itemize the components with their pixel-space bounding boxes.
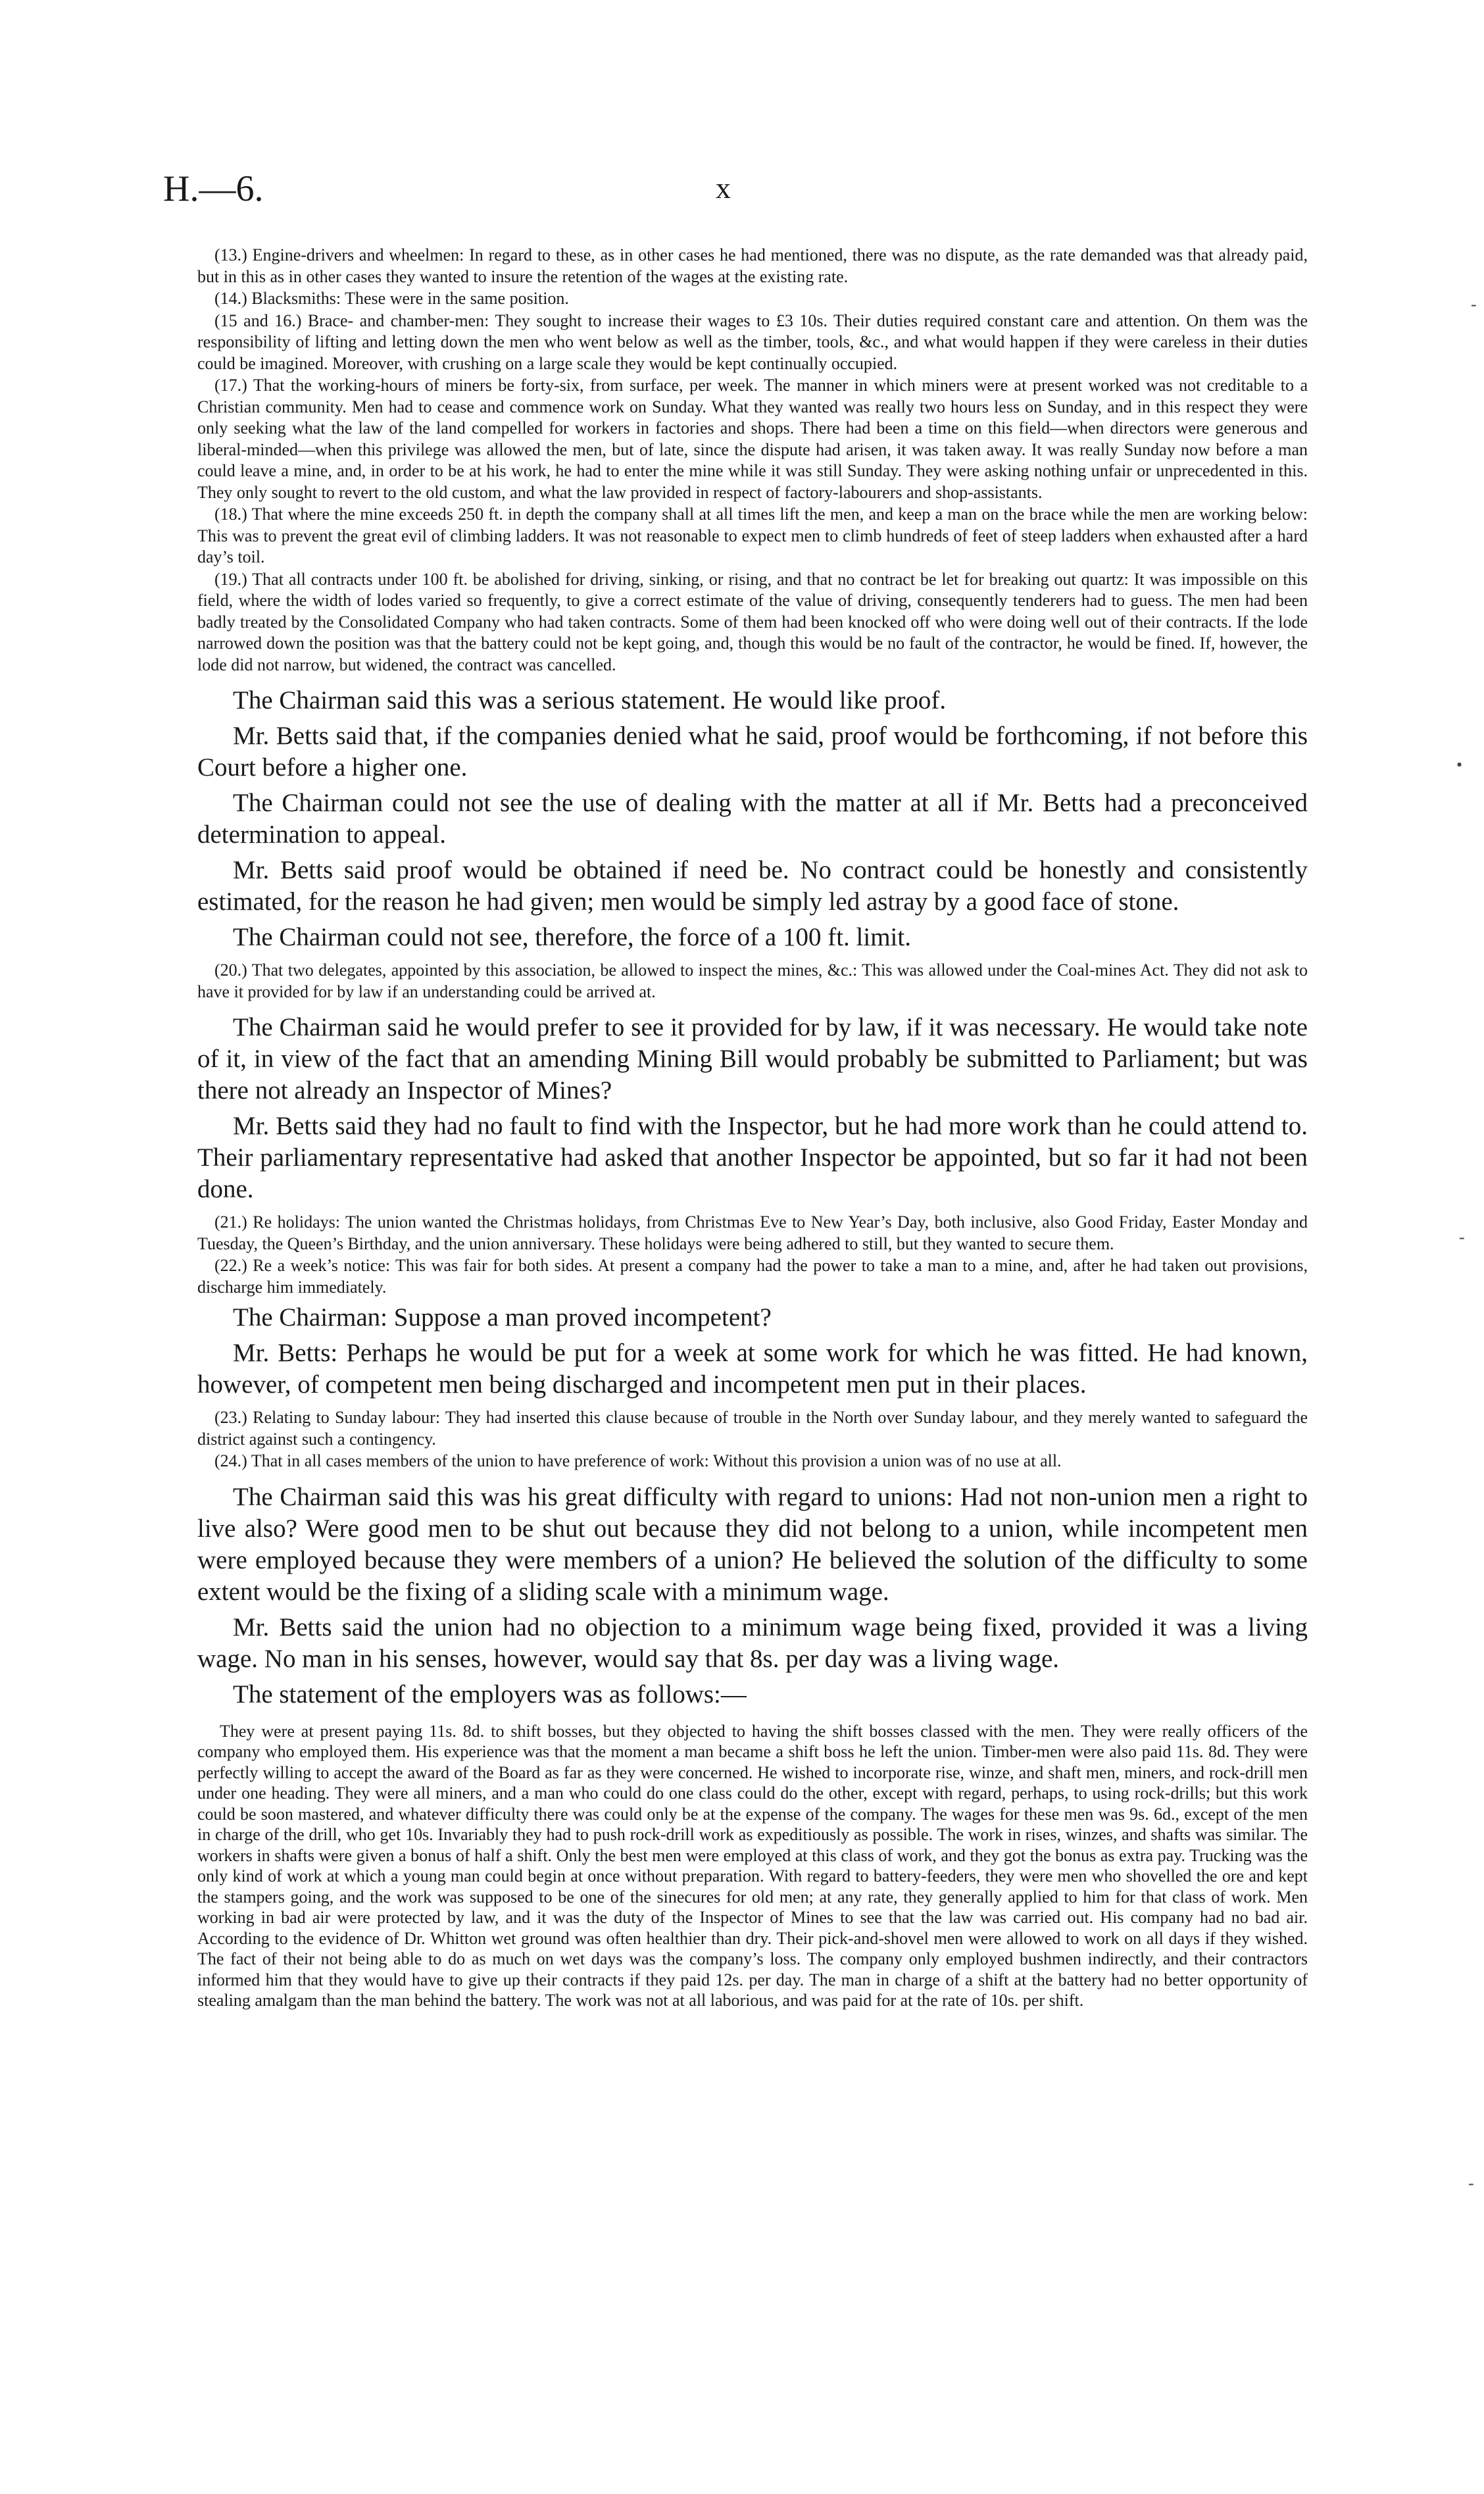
document-reference: H.—6. [163, 168, 264, 209]
paragraph-dialogue: Mr. Betts said proof would be obtained if need be. No contract could be honestly and consistently estimated, for the reason he had given; men would be simply led astray by a good face of stone. [197, 856, 1308, 916]
margin-mark: • [1456, 755, 1463, 774]
paragraph-dialogue: The Chairman: Suppose a man proved incompetent? [233, 1303, 772, 1332]
paragraph-dialogue: The Chairman could not see the use of dealing with the matter at all if Mr. Betts had a preconceived determination to appeal. [197, 789, 1308, 849]
paragraph-clause-22: (22.) Re a week’s notice: This was fair for both sides. At present a company had the power to take a man to a mine, and, after he had taken out provisions, discharge him immediately. [197, 1256, 1308, 1297]
paragraph-dialogue: The Chairman could not see, therefore, the force of a 100 ft. limit. [233, 923, 911, 951]
paragraph-clause-21: (21.) Re holidays: The union wanted the Christmas holidays, from Christmas Eve to New Year’s Day, both inclusive, also Good Friday, Easter Monday and Tuesday, the Queen’s Birthday, and the union anniversary. These holidays were being adhered to still, but they wanted to secure them. [197, 1212, 1308, 1253]
paragraph-dialogue: Mr. Betts said the union had no objection to a minimum wage being fixed, provided it was a living wage. No man in his senses, however, would say that 8s. per day was a living wage. [197, 1612, 1308, 1673]
paragraph-dialogue: The Chairman said he would prefer to see it provided for by law, if it was necessary. He would take note of it, in view of the fact that an amending Mining Bill would probably be submitted to Parliament; but was there not already an Inspector of Mines? [197, 1013, 1308, 1105]
paragraph-clause-17: (17.) That the working-hours of miners be forty-six, from surface, per week. The manner in which miners were at present worked was not creditable to a Christian community. Men had to cease and commence work on Sunday. What they wanted was really two hours less on Sunday, and in this respect they were only seeking what the law of the land compelled for workers in factories and shops. There had been a time on this field—when directors were generous and liberal-minded—when this privilege was allowed the men, but of late, since the dispute had arisen, it was taken away. It was really Sunday now before a man could leave a mine, and, in order to be at his work, he had to enter the mine while it was still Sunday. They were asking nothing unfair or unprecedented in this. They only sought to revert to the old custom, and what the law provided in respect of factory-labourers and shop-assistants. [197, 376, 1308, 502]
paragraph-clause-19: (19.) That all contracts under 100 ft. be abolished for driving, sinking, or rising, and that no contract be let for breaking out quartz: It was impossible on this field, where the width of lodes varied so frequently, to give a correct estimate of the value of driving, consequently tenderers had to guess. The men had been badly treated by the Consolidated Company who had taken contracts. Some of them had been knocked off who were doing well out of their contracts. If the lode narrowed down the position was that the battery could not be kept going, and, though this would be no fault of the contractor, he would be fined. If, however, the lode did not narrow, but widened, the contract was cancelled. [197, 569, 1308, 674]
paragraph-dialogue: Mr. Betts said they had no fault to find with the Inspector, but he had more work than he could attend to. Their parliamentary representative had asked that another Inspector be appointed, but so far it had not been done. [197, 1112, 1308, 1203]
paragraph-clause-23: (23.) Relating to Sunday labour: They had inserted this clause because of trouble in the North over Sunday labour, and they merely wanted to safeguard the district against such a contingency. [197, 1408, 1308, 1449]
paragraph-clause-14: (14.) Blacksmiths: These were in the same position. [214, 289, 569, 308]
paragraph-dialogue: The Chairman said this was his great difficulty with regard to unions: Had not non-union men a right to live also? Were good men to be shut out because they did not belong to a union, while incompetent men were employed because they were members of a union? He believed the solution of the difficulty to some extent would be the fixing of a sliding scale with a minimum wage. [197, 1482, 1308, 1606]
paragraph-employers-statement: They were at present paying 11s. 8d. to shift bosses, but they objected to having the shift bosses classed with the men. They were really officers of the company who employed them. His experience was that the moment a man became a shift boss he left the union. Timber-men were also paid 11s. 8d. They were perfectly willing to accept the award of the Board as far as they were concerned. He wished to incorporate rise, winze, and shaft men, miners, and rock-drill men under one heading. They were all miners, and a man who could do one class could do the other, except with regard, perhaps, to using rock-drills; but this work could be soon mastered, and whatever difficulty there was could only be at the expense of the company. The wages for these men was 9s. 6d., except of the men in charge of the drill, who get 10s. Invariably they had to push rock-drill work as expeditiously as possible. The work in rises, winzes, and shafts was similar. The workers in shafts were given a bonus of half a shift. Only the best men were employed at this class of work, and they got the bonus as extra pay. Trucking was the only kind of work at which a young man could begin at once without preparation. With regard to battery-feeders, they were men who shovelled the ore and kept the stampers going, and the work was supposed to be one of the sinecures for old men; at any rate, they generally applied to him for that class of work. Men working in bad air were protected by law, and it was the duty of the Inspector of Mines to see that the law was carried out. His company had no bad air. According to the evidence of Dr. Whitton wet ground was often healthier than dry. Their pick-and-shovel men were allowed to work on all days if they wished. The fact of their not being able to do as much on wet days was the company’s loss. The company only employed bushmen indirectly, and their contractors informed him that they would have to give up their contracts if they paid 12s. per day. The man in charge of a shift at the battery had no better opportunity of stealing amalgam than the man behind the battery. The work was not at all laborious, and was paid for at the rate of 10s. per shift. [197, 1721, 1308, 2010]
paragraph-clause-24: (24.) That in all cases members of the union to have preference of work: Without this provision a union was of no use at all. [214, 1451, 1062, 1470]
paragraph-clause-15-16: (15 and 16.) Brace- and chamber-men: They sought to increase their wages to £3 10s. Their duties required constant care and attention. On them was the responsibility of lifting and letting down the men who went below as well as the timber, tools, &c., and what would happen if they were careless in their duties could be imagined. Moreover, with crushing on a large scale they would be kept continually occupied. [197, 311, 1308, 373]
paragraph-clause-18: (18.) That where the mine exceeds 250 ft. in depth the company shall at all times lift the men, and keep a man on the brace while the men are working below: This was to prevent the great evil of climbing ladders. It was not reasonable to expect men to climb hundreds of feet of steep ladders when exhausted after a hard day’s toil. [197, 505, 1308, 566]
paragraph-dialogue: Mr. Betts: Perhaps he would be put for a week at some work for which he was fitted. He had known, however, of competent men being discharged and incompetent men put in their places. [197, 1339, 1308, 1399]
paragraph-dialogue: The Chairman said this was a serious statement. He would like proof. [233, 686, 947, 714]
paragraph-clause-20: (20.) That two delegates, appointed by this association, be allowed to inspect the mines, &c.: This was allowed under the Coal-mines Act. They did not ask to have it provided for by law if an understanding could be arrived at. [197, 960, 1308, 1001]
paragraph-dialogue: Mr. Betts said that, if the companies denied what he said, proof would be forthcoming, if not before this Court before a higher one. [197, 722, 1308, 782]
page-header [163, 168, 1308, 220]
margin-mark: - [1459, 1228, 1465, 1247]
paragraph-clause-13: (13.) Engine-drivers and wheelmen: In regard to these, as in other cases he had mentioned, there was no dispute, as the rate demanded was that already paid, but in this as in other cases they wanted to insure the retention of the wages at the existing rate. [197, 245, 1308, 286]
margin-mark: - [1468, 2174, 1474, 2193]
paragraph-dialogue: The statement of the employers was as follows:— [233, 1680, 747, 1708]
page-number: x [716, 171, 731, 205]
document-body [197, 245, 1308, 2011]
margin-mark: - [1471, 295, 1477, 314]
